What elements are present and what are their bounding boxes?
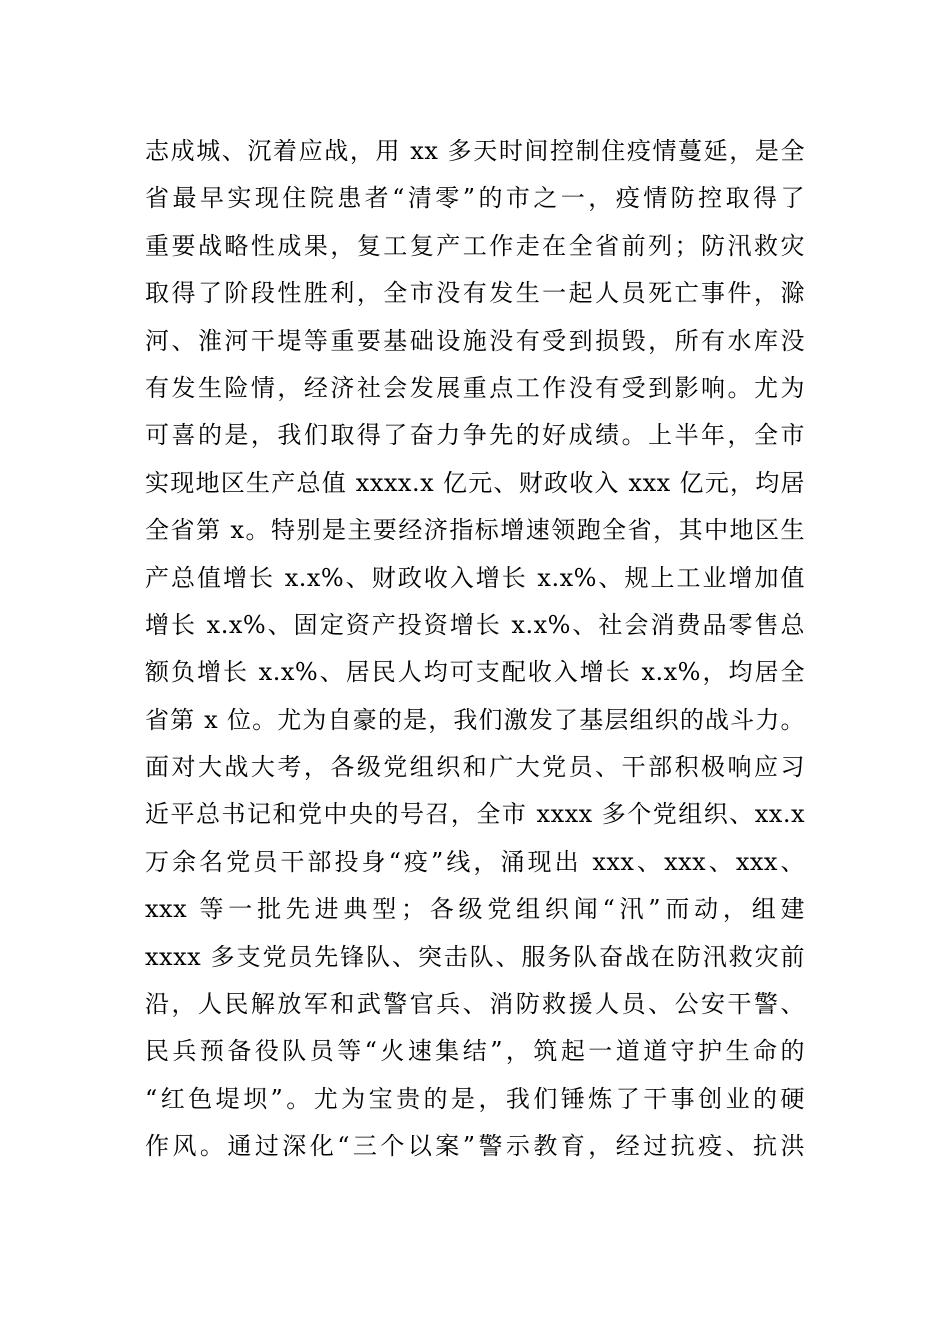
text-line: xxx 等一批先进典型；各级党组织闻“汛”而动，组建: [145, 895, 805, 924]
text-line: 近平总书记和党中央的号召，全市 xxxx 多个党组织、xx.x: [145, 800, 805, 829]
text-line: 取得了阶段性胜利，全市没有发生一起人员死亡事件，滁: [145, 279, 805, 308]
text-line: 面对大战大考，各级党组织和广大党员、干部积极响应习: [145, 753, 805, 782]
text-line: 全省第 x。特别是主要经济指标增速领跑全省，其中地区生: [145, 516, 805, 545]
text-line: xxxx 多支党员先锋队、突击队、服务队奋战在防汛救灾前: [145, 942, 805, 971]
text-line: 省最早实现住院患者“清零”的市之一，疫情防控取得了: [145, 184, 805, 213]
text-line: 重要战略性成果，复工复产工作走在全省前列；防汛救灾: [145, 231, 805, 260]
text-line: 产总值增长 x.x%、财政收入增长 x.x%、规上工业增加值: [145, 563, 805, 592]
text-line: 志成城、沉着应战，用 xx 多天时间控制住疫情蔓延，是全: [145, 137, 805, 165]
text-line: 实现地区生产总值 xxxx.x 亿元、财政收入 xxx 亿元，均居: [145, 468, 805, 497]
text-line: 沿，人民解放军和武警官兵、消防救援人员、公安干警、: [145, 990, 805, 1019]
text-line: 额负增长 x.x%、居民人均可支配收入增长 x.x%，均居全: [145, 658, 805, 687]
text-line: 可喜的是，我们取得了奋力争先的好成绩。上半年，全市: [145, 421, 805, 450]
text-line: 有发生险情，经济社会发展重点工作没有受到影响。尤为: [145, 373, 805, 402]
text-line: 增长 x.x%、固定资产投资增长 x.x%、社会消费品零售总: [145, 610, 805, 639]
text-line: 民兵预备役队员等“火速集结”，筑起一道道守护生命的: [145, 1037, 805, 1066]
text-line: 作风。通过深化“三个以案”警示教育，经过抗疫、抗洪: [145, 1132, 805, 1161]
text-line: 万余名党员干部投身“疫”线，涌现出 xxx、xxx、xxx、: [145, 847, 805, 876]
text-line: 省第 x 位。尤为自豪的是，我们激发了基层组织的战斗力。: [145, 705, 805, 734]
text-line: “红色堤坝”。尤为宝贵的是，我们锤炼了干事创业的硬: [145, 1084, 805, 1113]
body-paragraph: [145, 128, 805, 1171]
text-line: 河、淮河干堤等重要基础设施没有受到损毁，所有水库没: [145, 326, 805, 355]
